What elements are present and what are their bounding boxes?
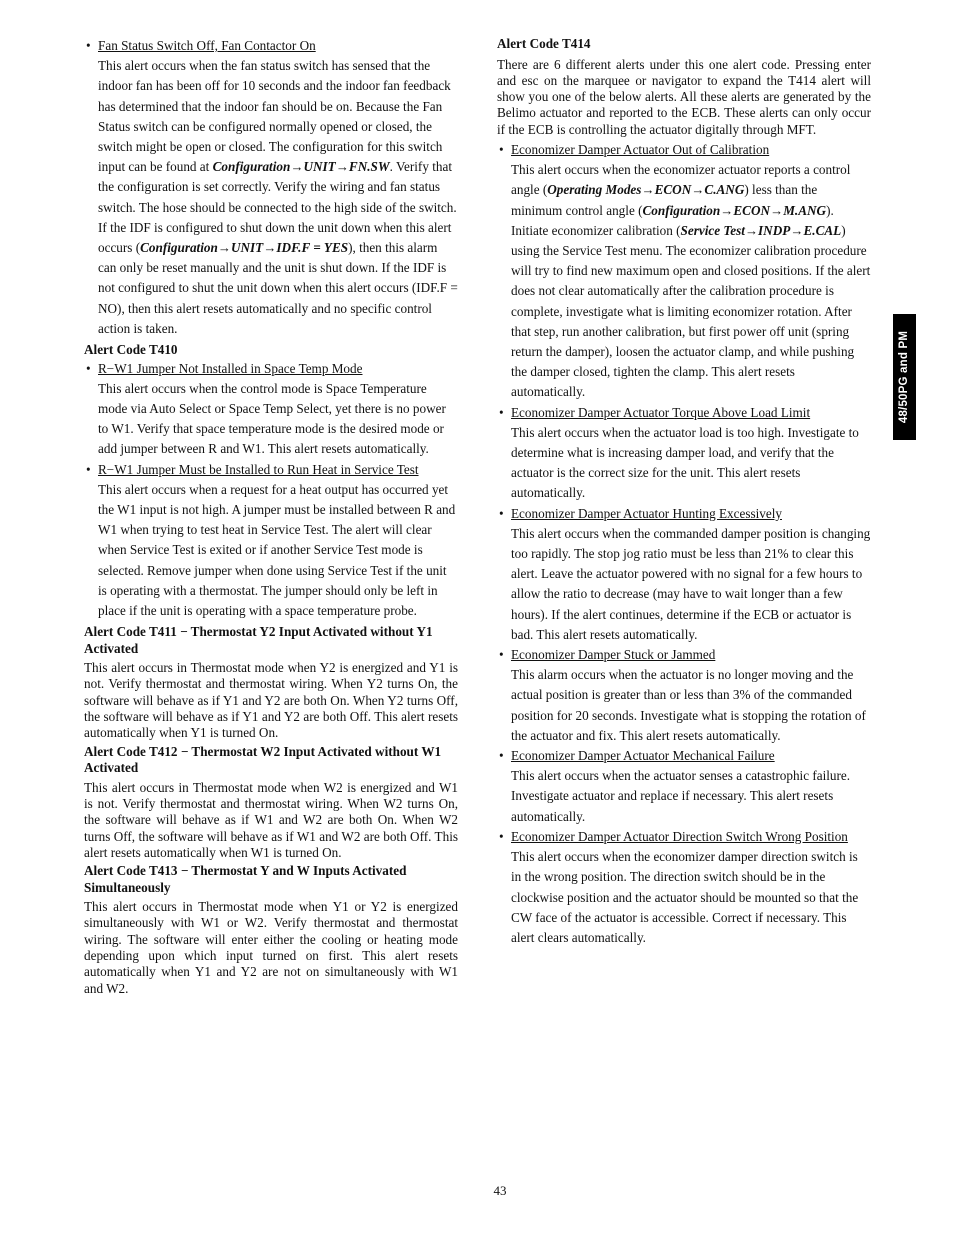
menu-path: Configuration→ECON→M.ANG (642, 202, 827, 218)
bullet-title: R−W1 Jumper Not Installed in Space Temp Mode (98, 360, 363, 376)
bullet-body: This alert occurs when the actuator load is too high. Investigate to determine what is increasing damper load, and verify that the actuator is the correct size for the unit. This alert resets automatically. (511, 424, 859, 501)
side-tab (893, 314, 916, 440)
bullet-t410-2 (84, 460, 458, 622)
bullet-body: This alert occurs when the economizer damper direction switch is in the wrong position. The direction switch should be in the clockwise position and the actuator should be mounted so that the CW face of the actuator is accessible. Correct if necessary. This alert clears automatically. (511, 849, 859, 945)
bullet-title: Economizer Damper Actuator Out of Calibration (511, 141, 770, 157)
bullet-body: This alert occurs when a request for a heat output has occurred yet the W1 input is not high. A jumper must be installed between R and W1 when trying to test heat in Service Test. The alert will clear when Service Test is exited or if another Service Test mode is selected. Remove jumper when done using Service Test if the unit is operating with a thermostat. The jumper should only be left in place if the unit is operating with a space temperature probe. (98, 481, 456, 618)
paragraph-t411: This alert occurs in Thermostat mode when Y2 is energized and Y1 is not. Verify thermostat and thermostat wiring. When Y2 turns On, the software will behave as if Y1 and Y2 are both On. When Y2 turns Off, the software will behave as if Y1 and Y2 are both Off. This alert resets automatically when Y1 is turned On. (84, 660, 458, 741)
bullet-title: Economizer Damper Stuck or Jammed (511, 647, 716, 663)
heading-t410: Alert Code T410 (84, 342, 178, 358)
bullet-dot: • (499, 828, 504, 844)
bullet-title: Economizer Damper Actuator Direction Switch Wrong Position (511, 828, 848, 844)
bullet-dot: • (499, 748, 504, 764)
bullet-title: Fan Status Switch Off, Fan Contactor On (98, 38, 316, 53)
heading-t414: Alert Code T414 (497, 36, 591, 51)
right-column (497, 36, 871, 948)
menu-path: Configuration→UNIT→IDF.F = YES (140, 240, 349, 256)
bullet-body: This alert occurs when the actuator senses a catastrophic failure. Investigate actuator and replace if necessary. This alert resets automatically. (511, 768, 851, 824)
bullet-body: This alert occurs when the commanded damper position is changing too rapidly. The stop jog ratio must be less than 21% to clear this alert. Leave the actuator powered with no signal for a few hours to allow the ratio to decrease (may have to wait longer than a few hours). If the alert continues, determine if the ECB or actuator is bad. This alert resets automatically. (511, 525, 871, 642)
heading-t412: Alert Code T412 − Thermostat W2 Input Activated without W1 Activated (84, 743, 442, 776)
bullet-dot: • (499, 647, 504, 663)
bullet-title: Economizer Damper Actuator Hunting Excessively (511, 505, 782, 521)
bullet-title: Economizer Damper Actuator Torque Above Load Limit (511, 404, 811, 420)
page-number: 43 (493, 1183, 507, 1198)
bullet-dot: • (86, 461, 91, 477)
bullet-torque (497, 403, 871, 504)
bullet-body: This alert occurs when the fan status switch has sensed that the indoor fan has been off for 10 seconds and the indoor fan feedback has determined that the indoor fan should be on. Because the Fan Status switch can be configured normally opened or closed, the switch might be open or closed. The configuration for this switch input can be found at Configuration→UNIT→FN.SW. Verify that the configuration is set correctly. Verify the wiring and fan status switch. The hose should be connected to the high side of the switch. If the IDF is configured to shut down the unit down when this alert occurs (Configuration→UNIT→IDF.F = YES), then this alarm can only be reset manually and the unit is shut down. If the IDF is not configured to shut the unit down when this alert occurs (IDF.F = NO), then this alert resets automatically and no specific control action is taken. (98, 58, 458, 336)
paragraph-t414: There are 6 different alerts under this one alert code. Pressing enter and esc on the marquee or navigator to expand the T414 alert will show you one of the below alerts. All these alerts are generated by the Belimo actuator and reported to the ECB. These alerts can only occur if the ECB is controlling the actuator digitally through MFT. (497, 56, 871, 137)
paragraph-t412: This alert occurs in Thermostat mode when W2 is energized and W1 is not. Verify thermostat and thermostat wiring. When W2 turns On, the software will behave as if W1 and W2 are both On. When W2 turns Off, the software will behave as if W1 and W2 are both Off. This alert resets automatically when W1 is turned On. (84, 779, 458, 860)
bullet-title: Economizer Damper Actuator Mechanical Failure (511, 748, 775, 764)
bullet-hunting (497, 504, 871, 645)
heading-t413: Alert Code T413 − Thermostat Y and W Inputs Activated Simultaneously (84, 863, 407, 895)
bullet-stuck (497, 645, 871, 746)
bullet-dot: • (499, 141, 504, 157)
paragraph-t413: This alert occurs in Thermostat mode when Y1 or Y2 is energized simultaneously with W1 or W2. Verify thermostat and thermostat wiring. The software will enter either the cooling or heating mode depending upon which input turned on first. This alert resets automatically when Y1 and Y2 are not on simultaneously with W1 and W2. (84, 899, 458, 996)
bullet-mechanical (497, 746, 871, 827)
bullet-dot: • (86, 38, 91, 53)
bullet-dot: • (499, 505, 504, 521)
bullet-direction (497, 827, 871, 948)
bullet-title: R−W1 Jumper Must be Installed to Run Heat in Service Test (98, 461, 419, 477)
bullet-t410-1 (84, 359, 458, 460)
heading-t411: Alert Code T411 − Thermostat Y2 Input Activated without Y1 Activated (84, 624, 433, 656)
side-tab-label: 48/50PG and PM (898, 330, 911, 424)
bullet-body: This alert occurs when the control mode is Space Temperature mode via Auto Select or Space Temp Select, yet there is no power to W1. Verify that space temperature mode is the desired mode or add jumper between R and W1. This alert resets automatically. (98, 380, 446, 457)
menu-path: Service Test→INDP→E.CAL (680, 222, 842, 238)
bullet-calibration (497, 140, 871, 403)
bullet-body: This alert occurs when the economizer actuator reports a control angle (Operating Modes→ECON→C.ANG) less than the minimum control angle (Configuration→ECON→M.ANG). Initiate economizer calibration (Service Test→INDP→E.CAL) using the Service Test menu. The economizer calibration procedure will try to find new maximum open and closed positions. If the alert does not clear automatically after the calibration procedure is complete, investigate what is limiting economizer rotation. After that step, run another calibration, but first power off unit (spring return the damper), loosen the actuator clamp, and while pushing the damper closed, tighten the clamp. This alert resets automatically. (511, 162, 871, 400)
bullet-fan-status (84, 36, 458, 339)
menu-path: Operating Modes→ECON→C.ANG (547, 182, 745, 198)
bullet-dot: • (499, 404, 504, 420)
bullet-body: This alarm occurs when the actuator is no longer moving and the actual position is greater than or less than 3% of the commanded position for 20 seconds. Investigate what is stopping the rotation of the actuator and fix. This alert resets automatically. (511, 667, 866, 743)
menu-path: Configuration→UNIT→FN.SW (212, 159, 390, 175)
left-column (84, 36, 458, 999)
bullet-dot: • (86, 360, 91, 376)
